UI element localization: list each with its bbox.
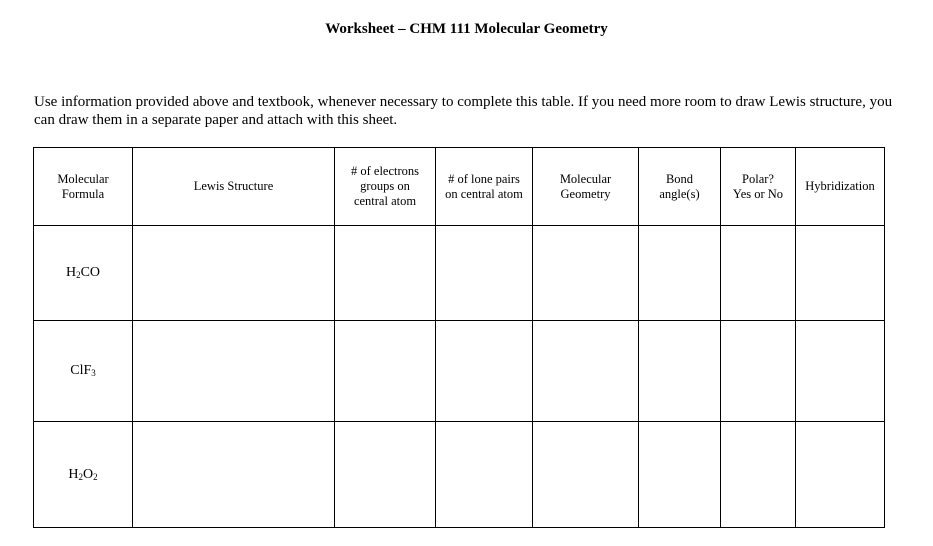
polar-cell[interactable]: [721, 422, 796, 528]
electron-groups-cell[interactable]: [335, 422, 436, 528]
header-electron-groups: # of electrons groups on central atom: [335, 148, 436, 226]
molecular-geometry-cell[interactable]: [533, 321, 639, 422]
bond-angles-cell[interactable]: [639, 321, 721, 422]
header-molecular-geometry: Molecular Geometry: [533, 148, 639, 226]
electron-groups-cell[interactable]: [335, 226, 436, 321]
worksheet-title: Worksheet – CHM 111 Molecular Geometry: [325, 21, 608, 37]
table-row: [34, 226, 885, 321]
molecular-geometry-cell[interactable]: [533, 422, 639, 528]
formula-cell: ClF$_3$: [34, 321, 133, 422]
header-molecular-formula: Molecular Formula: [34, 148, 133, 226]
header-polar: Polar? Yes or No: [721, 148, 796, 226]
formula-cell: $H_2O_2$: [34, 422, 133, 528]
header-lone-pairs: # of lone pairs on central atom: [436, 148, 533, 226]
molecular-geometry-table: [33, 147, 885, 528]
lewis-structure-cell[interactable]: [133, 321, 335, 422]
table-row: [34, 422, 885, 528]
header-bond-angles: Bond angle(s): [639, 148, 721, 226]
electron-groups-cell[interactable]: [335, 321, 436, 422]
bond-angles-cell[interactable]: [639, 226, 721, 321]
table-row: [34, 321, 885, 422]
polar-cell[interactable]: [721, 321, 796, 422]
lewis-structure-cell[interactable]: [133, 226, 335, 321]
polar-cell[interactable]: [721, 226, 796, 321]
lone-pairs-cell[interactable]: [436, 226, 533, 321]
bond-angles-cell[interactable]: [639, 422, 721, 528]
lewis-structure-cell[interactable]: [133, 422, 335, 528]
lone-pairs-cell[interactable]: [436, 422, 533, 528]
formula-cell: $H_2CO$: [34, 226, 133, 321]
instructions-paragraph: Use information provided above and textbook, whenever necessary to complete this table. If you need more room to draw Lewis structure, you can draw them in a separate paper and attach with this sheet.: [34, 94, 893, 128]
header-hybridization: Hybridization: [796, 148, 885, 226]
molecular-geometry-cell[interactable]: [533, 226, 639, 321]
hybridization-cell[interactable]: [796, 422, 885, 528]
table-header-row: [34, 148, 885, 226]
lone-pairs-cell[interactable]: [436, 321, 533, 422]
hybridization-cell[interactable]: [796, 226, 885, 321]
hybridization-cell[interactable]: [796, 321, 885, 422]
header-lewis-structure: Lewis Structure: [133, 148, 335, 226]
